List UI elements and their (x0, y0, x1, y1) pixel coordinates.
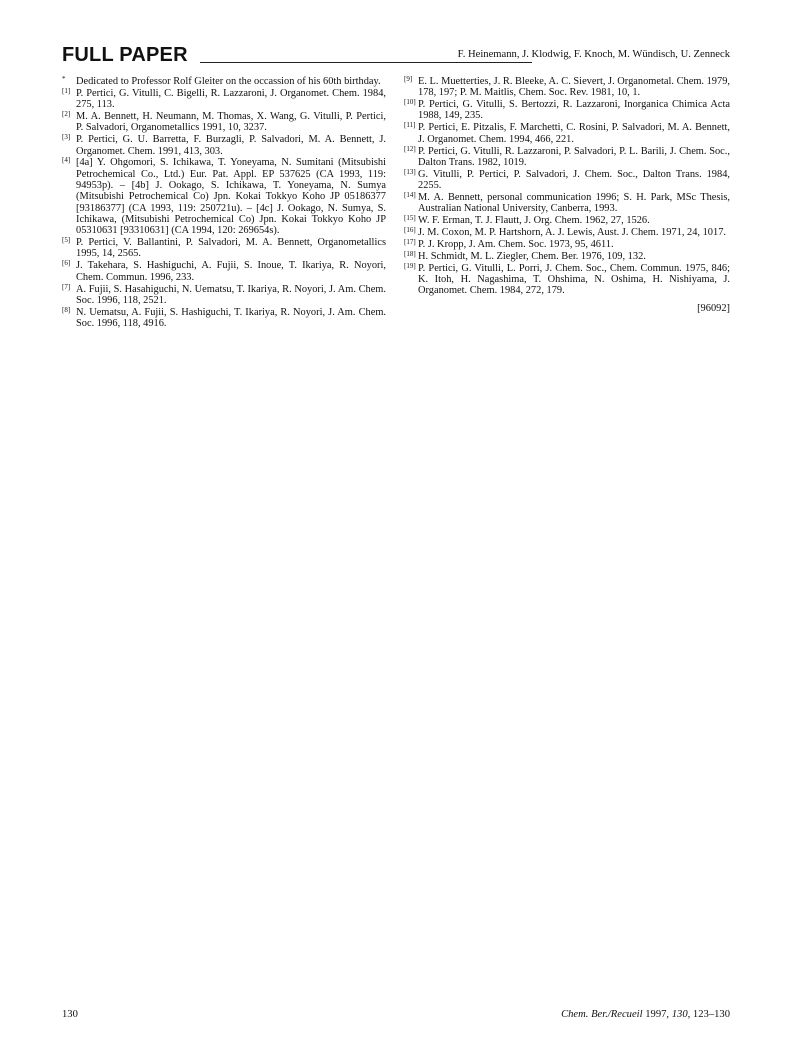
reference-number: [2] (62, 110, 71, 119)
reference-item (404, 227, 730, 238)
reference-number: [13] (404, 167, 416, 176)
reference-text: N. Uematsu, A. Fujii, S. Hashiguchi, T. Ikariya, R. Noyori, J. Am. Chem. Soc. 1996, 118, 4916. (76, 306, 386, 329)
reference-item (404, 99, 730, 122)
page-number: 130 (62, 1009, 78, 1020)
reference-number: [17] (404, 237, 416, 246)
reference-item (404, 122, 730, 145)
reference-text: J. M. Coxon, M. P. Hartshorn, A. J. Lewis, Aust. J. Chem. 1971, 24, 1017. (418, 227, 726, 239)
reference-item (62, 88, 386, 111)
reference-item (404, 192, 730, 215)
journal-volume: 130 (671, 1009, 688, 1020)
reference-number: [9] (404, 75, 413, 83)
reference-item (404, 239, 730, 250)
reference-number: [4] (62, 156, 71, 165)
page-header (62, 44, 730, 68)
reference-text: P. Pertici, G. Vitulli, C. Bigelli, R. Lazzaroni, J. Organomet. Chem. 1984, 275, 113. (76, 87, 386, 111)
header-rule (200, 62, 532, 63)
reference-text: P. Pertici, G. Vitulli, L. Porri, J. Chem. Soc., Chem. Commun. 1975, 846; K. Itoh, H. Nagashima, T. Ohshima, N. Oshima, H. Nishiyama, J. Organomet. Chem. 1984, 272, 179. (418, 262, 730, 297)
reference-text: P. Pertici, G. Vitulli, S. Bertozzi, R. Lazzaroni, Inorganica Chimica Acta 1988, 149, 235. (418, 99, 730, 122)
reference-text: E. L. Muetterties, J. R. Bleeke, A. C. Sievert, J. Organometal. Chem. 1979, 178, 197; P. M. Maitlis, Chem. Soc. Rev. 1981, 10, 1. (418, 76, 730, 99)
reference-item (62, 134, 386, 157)
reference-item (62, 237, 386, 260)
reference-text: [4a] Y. Ohgomori, S. Ichikawa, T. Yoneyama, N. Sumitani (Mitsubishi Petrochemical Co., Ltd.) Eur. Pat. Appl. EP 537625 (CA 1993, 119: 94953p). – [4b] J. Ookago, S. Ichikawa, T. Yoneyama, N. Sumya (Mitsubishi Petrochemical Co) Jpn. Kokai Tokkyo Koho JP 05186377 [93186377] (CA 1993, 119: 250721u). – [4c] J. Ookago, N. Sumya, S. Ichikawa, (Mitsubishi Petrochemical Co) Jpn. Kokai Tokkyo Koho JP 05310631 [93310631] (CA 1994, 120: 269654s). (76, 157, 386, 237)
reference-item (62, 111, 386, 134)
journal-pages: 123–130 (692, 1009, 730, 1020)
reference-number: [14] (404, 190, 416, 199)
journal-citation: Chem. Ber./Recueil 1997, 130, 123–130 (561, 1009, 730, 1020)
reference-text: P. Pertici, V. Ballantini, P. Salvadori, M. A. Bennett, Organometallics 1995, 14, 2565. (76, 237, 386, 260)
reference-text: H. Schmidt, M. L. Ziegler, Chem. Ber. 1976, 109, 132. (418, 250, 646, 262)
reference-number: [15] (404, 214, 416, 223)
reference-item (62, 157, 386, 236)
reference-number: [1] (62, 86, 71, 95)
references-left-column (62, 76, 386, 330)
reference-number: [10] (404, 98, 416, 107)
reference-number: [3] (62, 133, 71, 142)
reference-item (62, 307, 386, 330)
reference-item (404, 215, 730, 226)
references-right-column (404, 76, 730, 314)
journal-year: 1997 (645, 1009, 667, 1020)
reference-text: P. J. Kropp, J. Am. Chem. Soc. 1973, 95, 4611. (418, 238, 614, 250)
reference-number: [5] (62, 236, 71, 245)
reference-text: A. Fujii, S. Hasahiguchi, N. Uematsu, T. Ikariya, R. Noyori, J. Am. Chem. Soc. 1996, 118, 2521. (76, 283, 386, 306)
reference-number: * (62, 75, 66, 83)
reference-text: P. Pertici, G. U. Barretta, F. Burzagli, P. Salvadori, M. A. Bennett, J. Organomet. Chem. 1991, 413, 303. (76, 134, 386, 157)
reference-number: [12] (404, 144, 416, 153)
section-title: FULL PAPER (62, 44, 188, 66)
reference-item (404, 169, 730, 192)
reference-number: [19] (404, 261, 416, 270)
reference-text: M. A. Bennett, personal communication 1996; S. H. Park, MSc Thesis, Australian National University, Canberra, 1993. (418, 191, 730, 215)
reference-text: Dedicated to Professor Rolf Gleiter on the occassion of his 60th birthday. (76, 76, 381, 87)
reference-item (404, 76, 730, 99)
reference-text: P. Pertici, G. Vitulli, R. Lazzaroni, P. Salvadori, P. L. Barili, J. Chem. Soc., Dalton Trans. 1982, 1019. (418, 145, 730, 168)
reference-number: [16] (404, 226, 416, 235)
journal-name: Chem. Ber./Recueil (561, 1009, 643, 1020)
reference-number: [11] (404, 121, 416, 130)
reference-text: J. Takehara, S. Hashiguchi, A. Fujii, S. Inoue, T. Ikariya, R. Noyori, Chem. Commun. 1996, 233. (76, 260, 386, 283)
reference-text: W. F. Erman, T. J. Flautt, J. Org. Chem. 1962, 27, 1526. (418, 215, 650, 227)
reference-text: G. Vitulli, P. Pertici, P. Salvadori, J. Chem. Soc., Dalton Trans. 1984, 2255. (418, 168, 730, 192)
reference-item (404, 146, 730, 169)
reference-item (404, 263, 730, 297)
reference-number: [18] (404, 249, 416, 258)
reference-text: M. A. Bennett, H. Neumann, M. Thomas, X. Wang, G. Vitulli, P. Pertici, P. Salvadori, Organometallics 1991, 10, 3237. (76, 111, 386, 134)
reference-number: [8] (62, 305, 71, 314)
reference-item (62, 260, 386, 283)
header-authors: F. Heinemann, J. Klodwig, F. Knoch, M. Wündisch, U. Zenneck (457, 49, 730, 60)
reference-text: P. Pertici, E. Pitzalis, F. Marchetti, C. Rosini, P. Salvadori, M. A. Bennett, J. Organomet. Chem. 1994, 466, 221. (418, 122, 730, 145)
reference-item (404, 251, 730, 262)
reference-item (62, 76, 386, 87)
reference-item (62, 284, 386, 307)
manuscript-code: [96092] (697, 302, 730, 314)
reference-number: [6] (62, 259, 71, 268)
reference-number: [7] (62, 282, 71, 291)
